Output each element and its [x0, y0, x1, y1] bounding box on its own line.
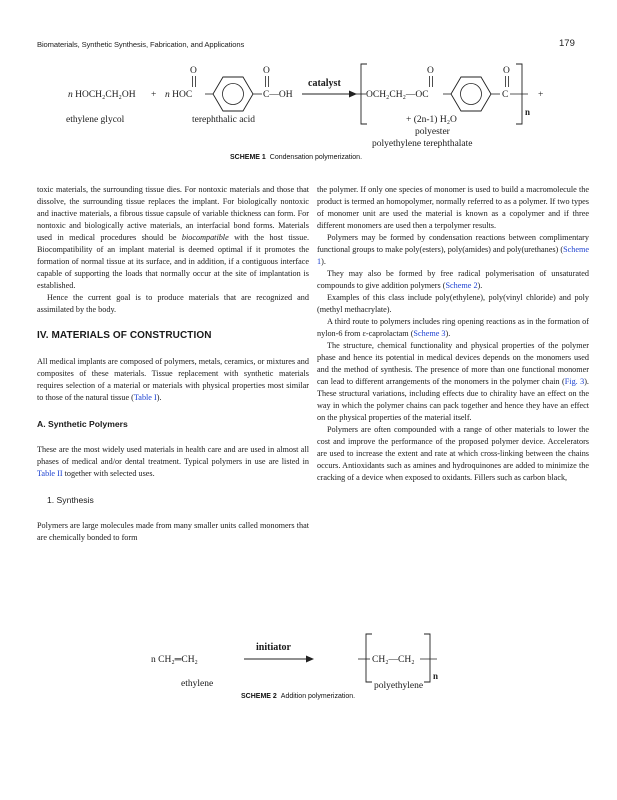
scheme-2-caption: SCHEME 2 Addition polymerization.: [241, 693, 356, 700]
scheme2-arrow-head: [306, 656, 314, 663]
scheme1-n-prefix-2: n: [165, 90, 170, 100]
biocompatible-term: biocompatible: [181, 233, 229, 242]
scheme1-arrow-label: catalyst: [308, 78, 341, 89]
scheme1-product-right: C: [502, 90, 509, 100]
scheme1-name-acid: terephthalic acid: [192, 115, 256, 125]
section-heading: IV. MATERIALS OF CONSTRUCTION: [37, 330, 212, 341]
scheme1-oxygen-2: O: [263, 66, 270, 76]
scheme1-byproduct: + (2n-1) H₂O: [406, 115, 457, 125]
right-paragraph-7: Polymers are often compounded with a range of other materials to lower the cost and improve the performance of the proposed polymer device. Accelerators are used to increase the extent and rate at which cross-linking between the chains occurs. Antioxidants such as amines and hydroquinones are added to minimize the cracking of a device when exposed to oxidants. Fillers such as carbon black,: [317, 425, 589, 482]
scheme-1-caption: SCHEME 1 Condensation polymerization.: [230, 154, 363, 161]
right-paragraph-3: They may also be formed by free radical polymerisation of unsaturated compounds to give addition polymers (Scheme 2).: [317, 269, 589, 290]
scheme1-subscript-n: n: [525, 107, 531, 117]
right-paragraph-5: A third route to polymers includes ring opening reactions as in the formation of nylon-6 from ε-caprolactam (Scheme 3).: [317, 317, 589, 338]
left-paragraph-4: These are the most widely used materials in health care and are used in almost all phases of medical and/or dental treatment. Typical polymers in use are listed in Table II together with selected uses.: [37, 445, 309, 478]
left-paragraph-5: Polymers are large molecules made from many smaller units called monomers that are chemically bonded to form: [37, 521, 309, 542]
scheme-2-link[interactable]: Scheme 2: [445, 281, 478, 290]
right-paragraph-6: The structure, chemical functionality and physical properties of the polymer phase and hence its potential in medical devices depends on the monomers used and the method of synthesis. The presence of more than one functional monomer can lead to different arrangements of the monomers in the polymer chain (Fig. 3). These structural variations, including effects due to chirality have an effect on the way in which the polymer chains can pack together and hence they have an effect on the physical properties of the material itself.: [317, 341, 589, 422]
table-2-link[interactable]: Table II: [37, 469, 63, 478]
right-paragraph-1: the polymer. If only one species of monomer is used to build a macromolecule the product is termed an homopolymer, normally referred to as a polymer. If two types of monomer unit are used the material is known as a copolymer and if three different monomers are used then a terpolymer results.: [317, 185, 589, 230]
scheme-3-link[interactable]: Scheme 3: [413, 329, 446, 338]
scheme1-oxygen-4: O: [503, 66, 510, 76]
left-column: [37, 184, 309, 544]
left-paragraph-2: Hence the current goal is to produce materials that are recognized and assimilated by the body.: [37, 293, 309, 314]
subsubsection-heading: 1. Synthesis: [47, 495, 94, 505]
scheme2-product: CH₂—CH₂: [372, 655, 415, 665]
scheme1-acid-left: HOC: [172, 90, 193, 100]
scheme1-n-prefix-1: n: [68, 90, 73, 100]
scheme1-oxygen-3: O: [427, 66, 434, 76]
fig-3-link[interactable]: Fig. 3: [564, 377, 585, 386]
scheme2-subscript-n: n: [433, 671, 439, 681]
scheme2-reactant: n CH₂═CH₂: [151, 655, 198, 665]
scheme2-name-product: polyethylene: [374, 681, 424, 691]
subsection-heading: A. Synthetic Polymers: [37, 419, 128, 429]
right-column: [317, 184, 589, 484]
scheme-2-diagram: [0, 630, 617, 692]
scheme1-glycol-formula: HOCH₂CH₂OH: [75, 90, 136, 100]
scheme1-oxygen-1: O: [190, 66, 197, 76]
scheme1-name-glycol: ethylene glycol: [66, 115, 125, 125]
scheme1-name-pet: polyethylene terephthalate: [372, 139, 473, 149]
svg-text:n HOC: [165, 90, 192, 100]
scheme1-final-plus: +: [538, 90, 544, 100]
scheme2-arrow-label: initiator: [256, 642, 291, 653]
scheme1-product-left: OCH₂CH₂—OC: [366, 90, 429, 100]
scheme2-name-reactant: ethylene: [181, 679, 214, 689]
table-1-link[interactable]: Table I: [133, 393, 157, 402]
scheme-1-diagram: [0, 55, 617, 155]
running-header: Biomaterials, Synthetic Synthesis, Fabrication, and Applications: [37, 40, 245, 49]
left-paragraph-3: All medical implants are composed of polymers, metals, ceramics, or mixtures and composites of these materials. Tissue replacement with synthetic materials requires selection of a material or materials with physical properties most similar to those of the natural tissue (Table I).: [37, 357, 309, 402]
scheme1-acid-right: C—OH: [263, 90, 293, 100]
right-paragraph-2: Polymers may be formed by condensation reactions between complimentary functional groups to make poly(esters), poly(amides) and poly(urethanes) (Scheme 1).: [317, 233, 589, 266]
scheme1-aromatic-circle-1: [223, 84, 244, 105]
right-paragraph-4: Examples of this class include poly(ethylene), poly(vinyl chloride) and poly (methyl methacrylate).: [317, 293, 589, 314]
scheme2-bracket-right: [424, 634, 430, 682]
scheme1-plus: +: [151, 90, 157, 100]
svg-text:n HOCH₂CH₂OH: [68, 90, 136, 100]
left-paragraph-1: toxic materials, the surrounding tissue dies. For nontoxic materials and those that dissolve, the surrounding tissue replaces the implant. For biologically nontoxic and inactive materials, a fibrous tissue capsule of variable thickness can form. For nontoxic and biologically active materials, an interfacial bond forms. Materials used in medical procedures should be biocompatible with the host tissue. Biocompatibility of an implant material is deemed optimal if it promotes the formation of normal tissue at its surface, and in addition, if a contiguous interface capable of supporting the loads that normally occur at the site of implantation is established.: [37, 185, 310, 290]
scheme1-benzene-ring-1: [213, 77, 253, 111]
scheme1-name-polyester: polyester: [415, 127, 450, 137]
scheme1-benzene-ring-2: [451, 77, 491, 111]
scheme-1-link[interactable]: Scheme 1: [317, 245, 589, 266]
page-number: 179: [559, 38, 575, 49]
scheme1-aromatic-circle-2: [461, 84, 482, 105]
